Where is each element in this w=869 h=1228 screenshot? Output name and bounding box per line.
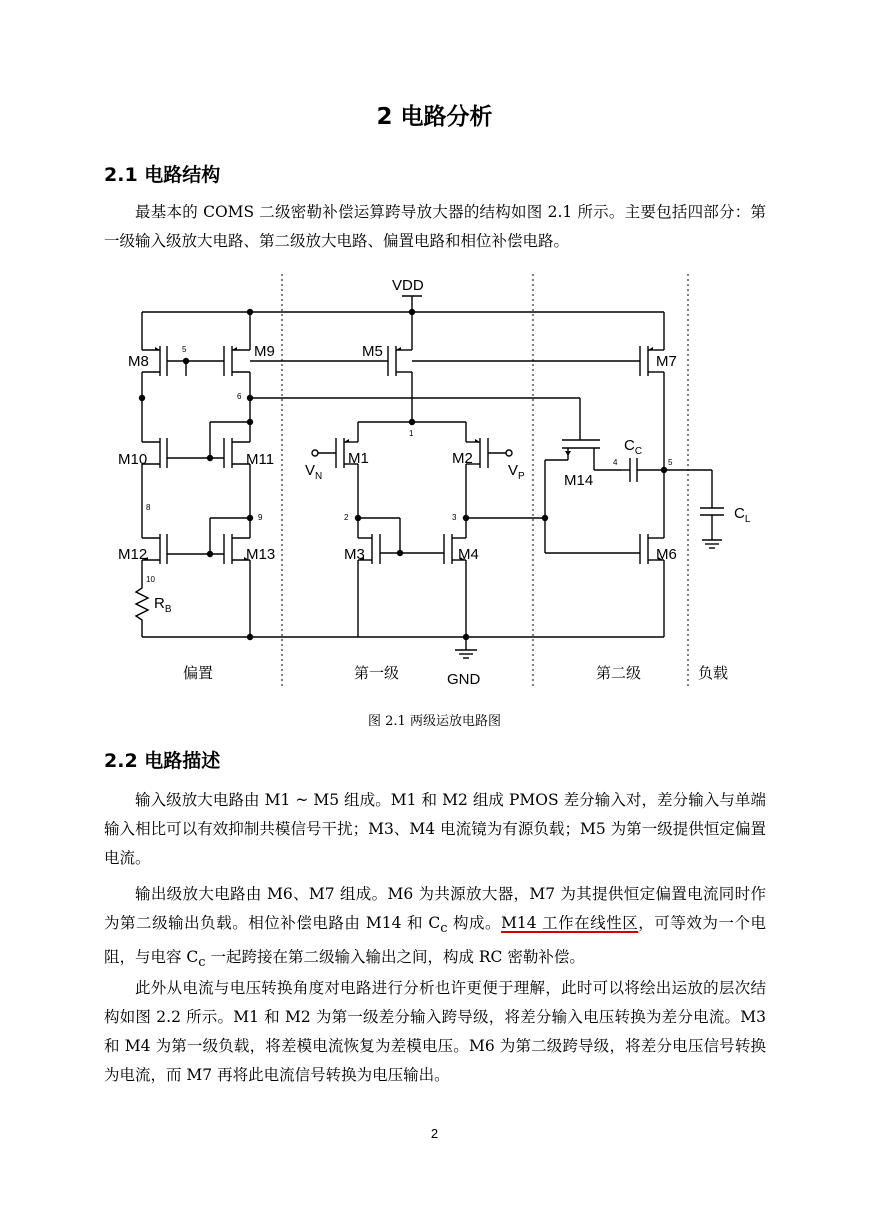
m7-label: M7 [656,353,677,370]
transistor-m8 [128,312,186,401]
chapter-title: 2 电路分析 [376,104,493,130]
paragraph-output-stage: 输出级放大电路由 M6、M7 组成。M6 为共源放大器，M7 为其提供恒定偏置电流同时作为第二级输出负载。相位补偿电路由 M14 和 $C_c$ 构成。M14 工作在线性区，可等效为一个电阻，与电容 $C_c$ 一起跨接在第二级输入输出之间，构成 RC 密勒补偿。 [104,885,766,971]
cl-label: $C_L$ [734,505,751,525]
figure-caption: 图 2.1 两级运放电路图 [368,714,501,729]
region-label-load: 负载 [698,664,729,682]
transistor-m11 [224,438,274,518]
node-9-label: 9 [258,513,263,522]
capacitor-cc [622,437,664,482]
m11-label: M11 [246,451,275,468]
transistor-m6 [640,470,677,637]
node-3-label: 3 [452,513,457,522]
transistor-m12 [118,518,224,582]
region-label-bias: 偏置 [183,664,214,682]
m12-label: M12 [118,546,148,563]
region-label-stage2: 第二级 [596,664,642,682]
transistor-m13 [224,518,275,637]
two-stage-opamp-circuit-diagram [0,270,869,700]
transistor-m14 [545,440,622,518]
node-4-label: 4 [613,458,618,467]
underlined-phrase: M14 工作在线性区 [501,914,639,932]
paragraph-circuit-structure: 最基本的 COMS 二级密勒补偿运算跨导放大器的结构如图 2.1 所示。主要包括四部分：第一级输入级放大电路、第二级放大电路、偏置电路和相位补偿电路。 [104,203,766,250]
paragraph-hierarchy: 此外从电流与电压转换角度对电路进行分析也许更便于理解，此时可以将绘出运放的层次结构如图 2.2 所示。M1 和 M2 为第一级差分输入跨导级，将差分输入电压转换为差分电流。M3 和 M4 为第一级负载，将差模电流恢复为差模电压。M6 为第二级跨导级，将差分电压信号转换为电流，而 M7 再将此电流信号转换为电压输出。 [104,979,766,1084]
vp-label: $V_P$ [508,462,525,482]
node-5-label: 5 [668,458,673,467]
m13-label: M13 [246,546,276,563]
paragraph-input-stage: 输入级放大电路由 M1 ~ M5 组成。M1 和 M2 组成 PMOS 差分输入对，差分输入与单端输入相比可以有效抑制共模信号干扰；M3、M4 电流镜为有源负载；M5 为第一级提供恒定偏置电流。 [104,791,766,867]
vdd-rail [142,277,664,315]
resistor-rb [136,582,172,637]
node-1-label: 1 [409,429,414,438]
gnd-label: GND [447,671,481,688]
transistor-m1 [305,422,369,518]
node-6-label: 5 [182,345,187,354]
transistor-m3 [344,518,444,637]
m2-label: M2 [452,450,473,467]
cc-label: $C_C$ [624,437,643,457]
node-7-label: 6 [237,392,242,401]
vn-label: $V_N$ [305,462,323,482]
transistor-m9 [224,312,275,398]
node-10-label: 10 [146,575,155,584]
m6-label: M6 [656,546,677,563]
section-title-2-1: 2.1 电路结构 [104,164,221,186]
gnd-symbol [447,637,481,688]
m9-label: M9 [254,343,275,360]
m14-label: M14 [564,472,594,489]
rb-label: $R_B$ [154,595,172,615]
region-label-stage1: 第一级 [354,664,400,682]
m4-label: M4 [458,546,479,563]
section-title-2-2: 2.2 电路描述 [104,750,221,772]
m3-label: M3 [344,546,365,563]
capacitor-cl [700,470,751,548]
page-number: 2 [430,1126,439,1141]
transistor-m10 [118,438,224,518]
transistor-m5 [250,312,412,422]
node-8-label: 8 [146,503,151,512]
node-2-label: 2 [344,513,349,522]
m10-label: M10 [118,451,148,468]
m5-label: M5 [362,343,383,360]
m8-label: M8 [128,353,149,370]
transistor-m2 [452,422,525,518]
m1-label: M1 [348,450,369,467]
region-dividers [282,274,688,686]
transistor-m4 [444,518,479,637]
vdd-label: VDD [392,277,424,294]
